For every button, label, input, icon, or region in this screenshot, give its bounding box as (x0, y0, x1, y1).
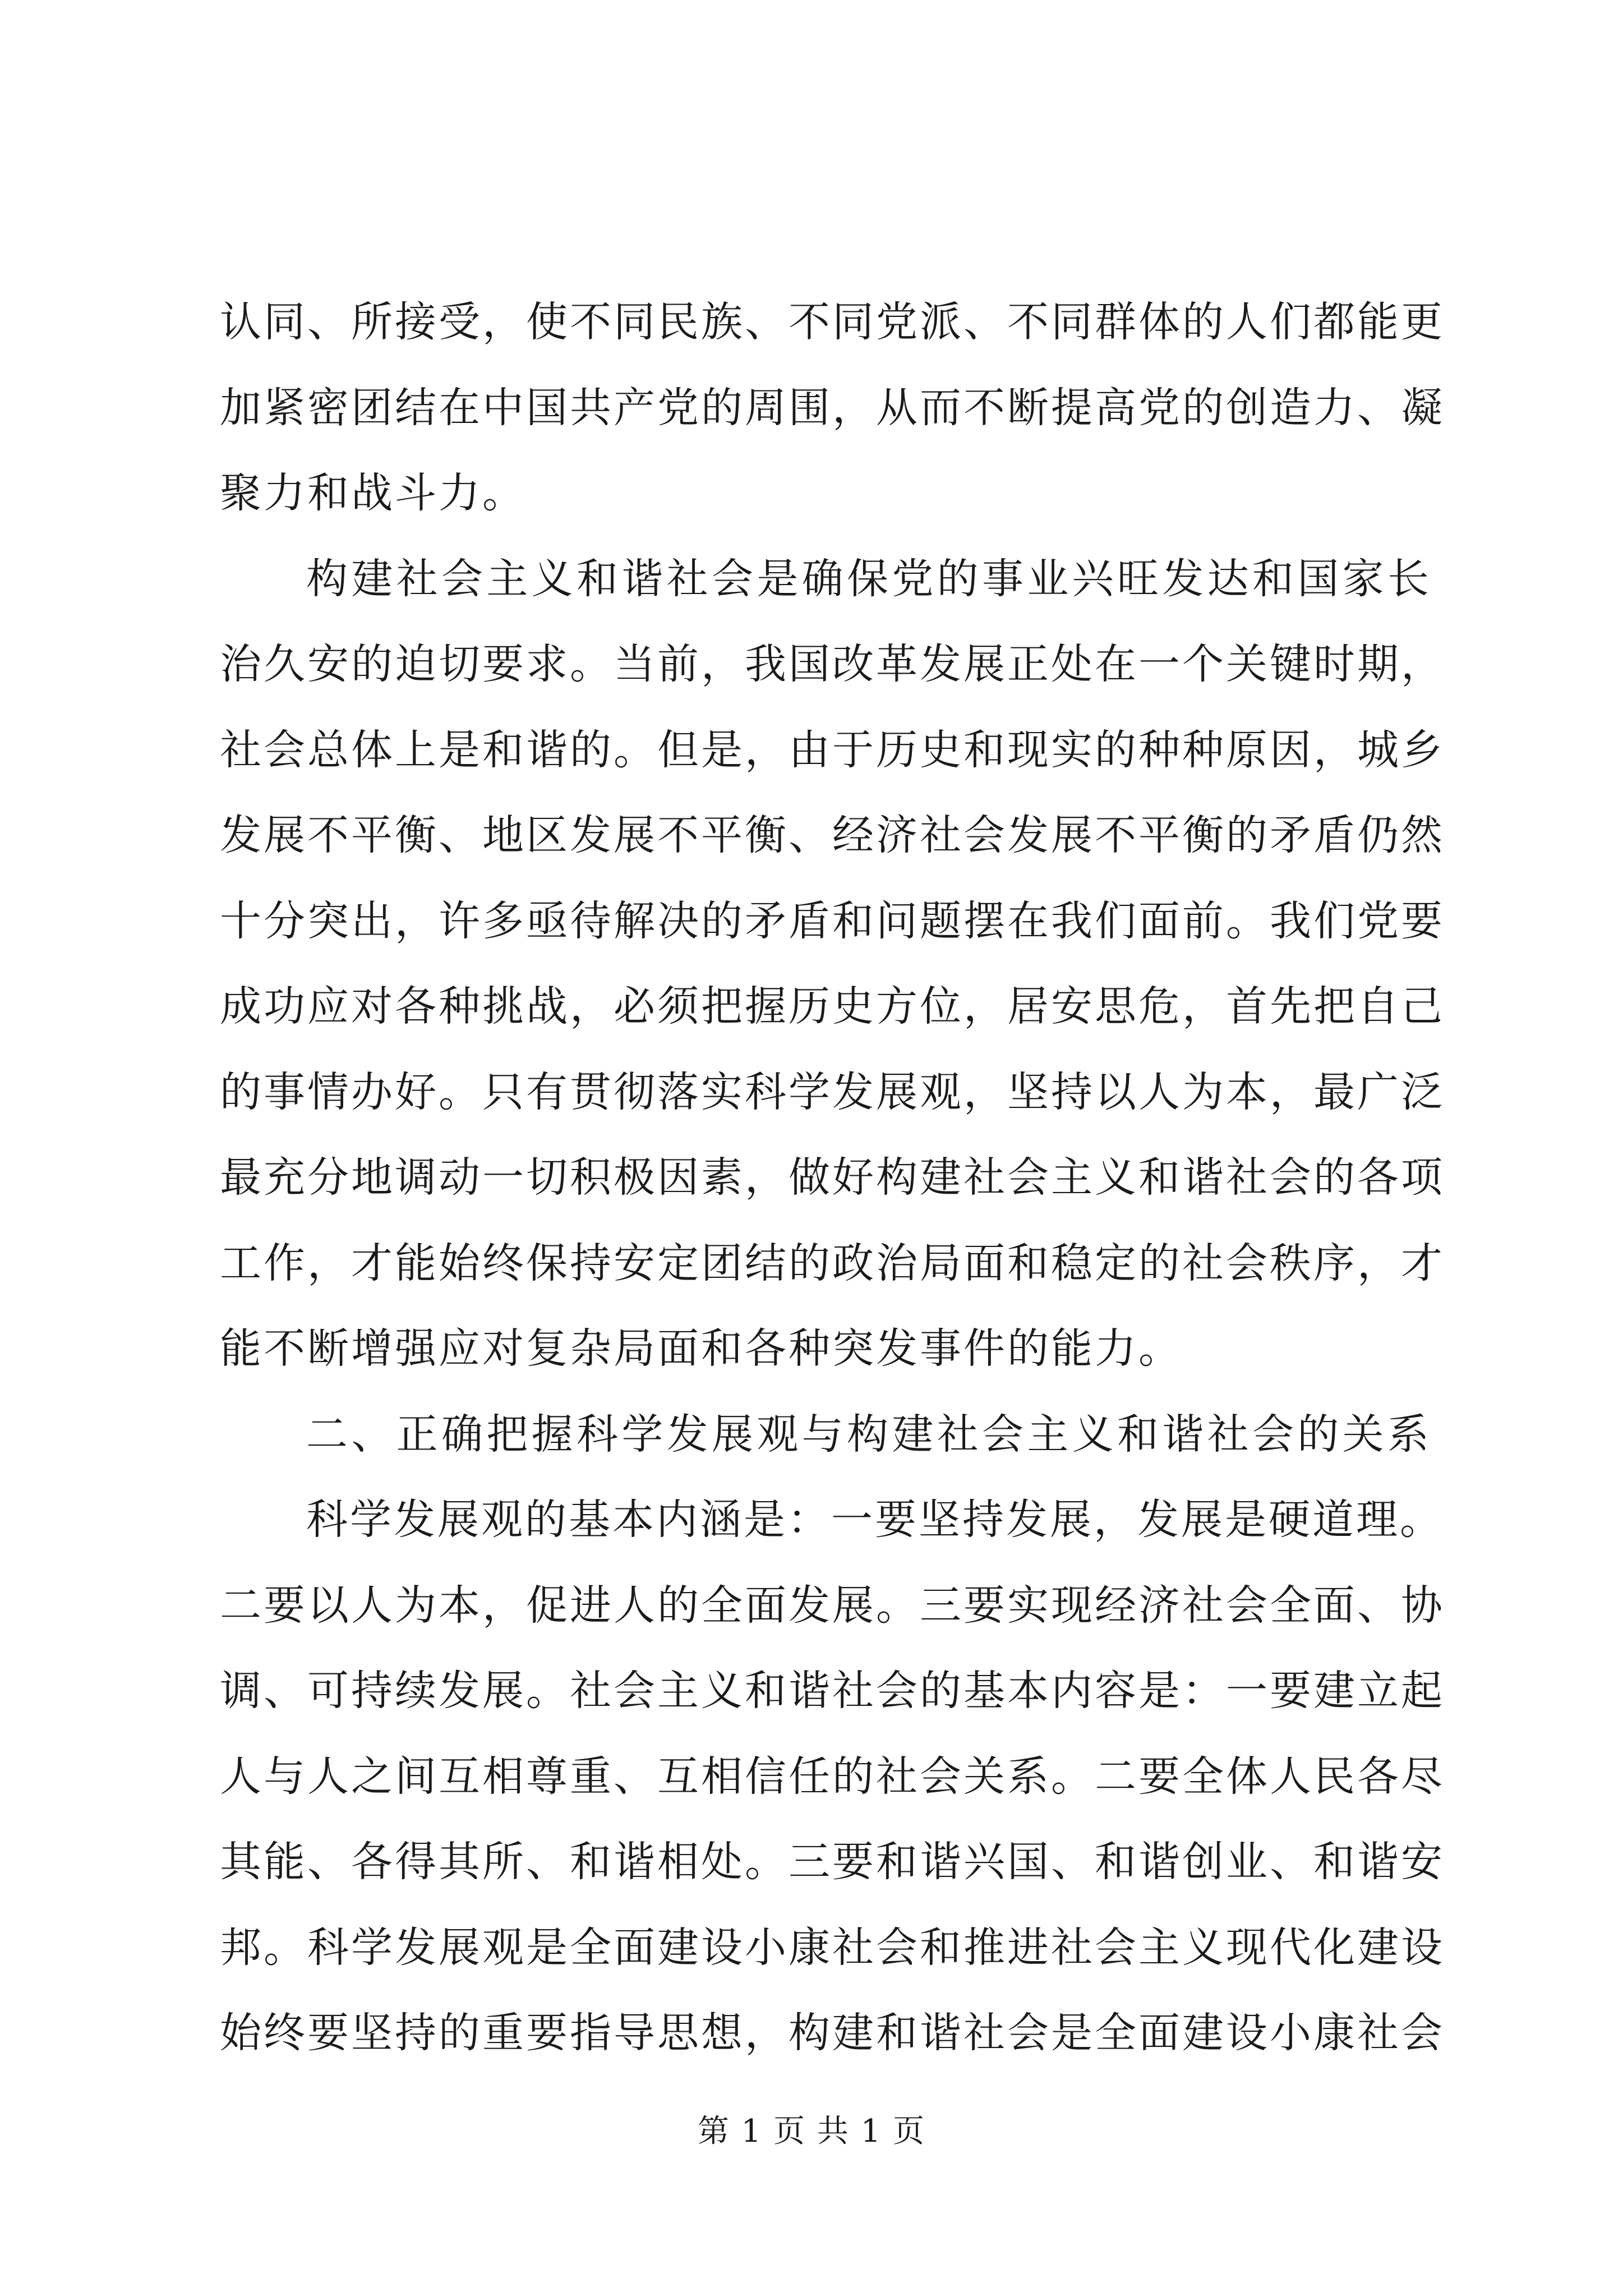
text-line: 科学发展观的基本内涵是：一要坚持发展，发展是硬道理。 (306, 1496, 1444, 1544)
page-footer (0, 2109, 1623, 2154)
page-number: 第 1 页 共 1 页 (697, 2113, 926, 2150)
text-line: 最充分地调动一切积极因素，做好构建社会主义和谐社会的各项 (220, 1153, 1445, 1202)
text-line: 始终要坚持的重要指导思想，构建和谐社会是全面建设小康社会 (220, 2009, 1445, 2057)
text-line: 的事情办好。只有贯彻落实科学发展观，坚持以人为本，最广泛 (220, 1068, 1445, 1116)
text-line: 十分突出，许多亟待解决的矛盾和问题摆在我们面前。我们党要 (220, 896, 1445, 945)
text-line: 治久安的迫切要求。当前，我国改革发展正处在一个关键时期， (220, 640, 1445, 688)
text-line: 工作，才能始终保持安定团结的政治局面和稳定的社会秩序，才 (220, 1239, 1445, 1287)
text-line: 构建社会主义和谐社会是确保党的事业兴旺发达和国家长 (306, 554, 1431, 603)
text-line: 认同、所接受，使不同民族、不同党派、不同群体的人们都能更 (220, 298, 1445, 346)
text-line: 加紧密团结在中国共产党的周围，从而不断提高党的创造力、凝 (220, 383, 1445, 432)
section-heading: 二、正确把握科学发展观与构建社会主义和谐社会的关系 (306, 1410, 1431, 1458)
text-line: 成功应对各种挑战，必须把握历史方位，居安思危，首先把自己 (220, 982, 1445, 1030)
text-line: 社会总体上是和谐的。但是，由于历史和现实的种种原因，城乡 (220, 725, 1445, 774)
body-text (220, 279, 1445, 2076)
text-line: 能不断增强应对复杂局面和各种突发事件的能力。 (220, 1324, 1182, 1373)
text-line: 二要以人为本，促进人的全面发展。三要实现经济社会全面、协 (220, 1581, 1445, 1630)
text-line: 其能、各得其所、和谐相处。三要和谐兴国、和谐创业、和谐安 (220, 1838, 1445, 1886)
text-line: 邦。科学发展观是全面建设小康社会和推进社会主义现代化建设 (220, 1923, 1445, 1972)
text-line: 调、可持续发展。社会主义和谐社会的基本内容是：一要建立起 (220, 1667, 1445, 1715)
text-line: 发展不平衡、地区发展不平衡、经济社会发展不平衡的矛盾仍然 (220, 811, 1445, 859)
document-body (220, 279, 1445, 2076)
text-line: 人与人之间互相尊重、互相信任的社会关系。二要全体人民各尽 (220, 1752, 1445, 1801)
text-line: 聚力和战斗力。 (220, 469, 526, 517)
